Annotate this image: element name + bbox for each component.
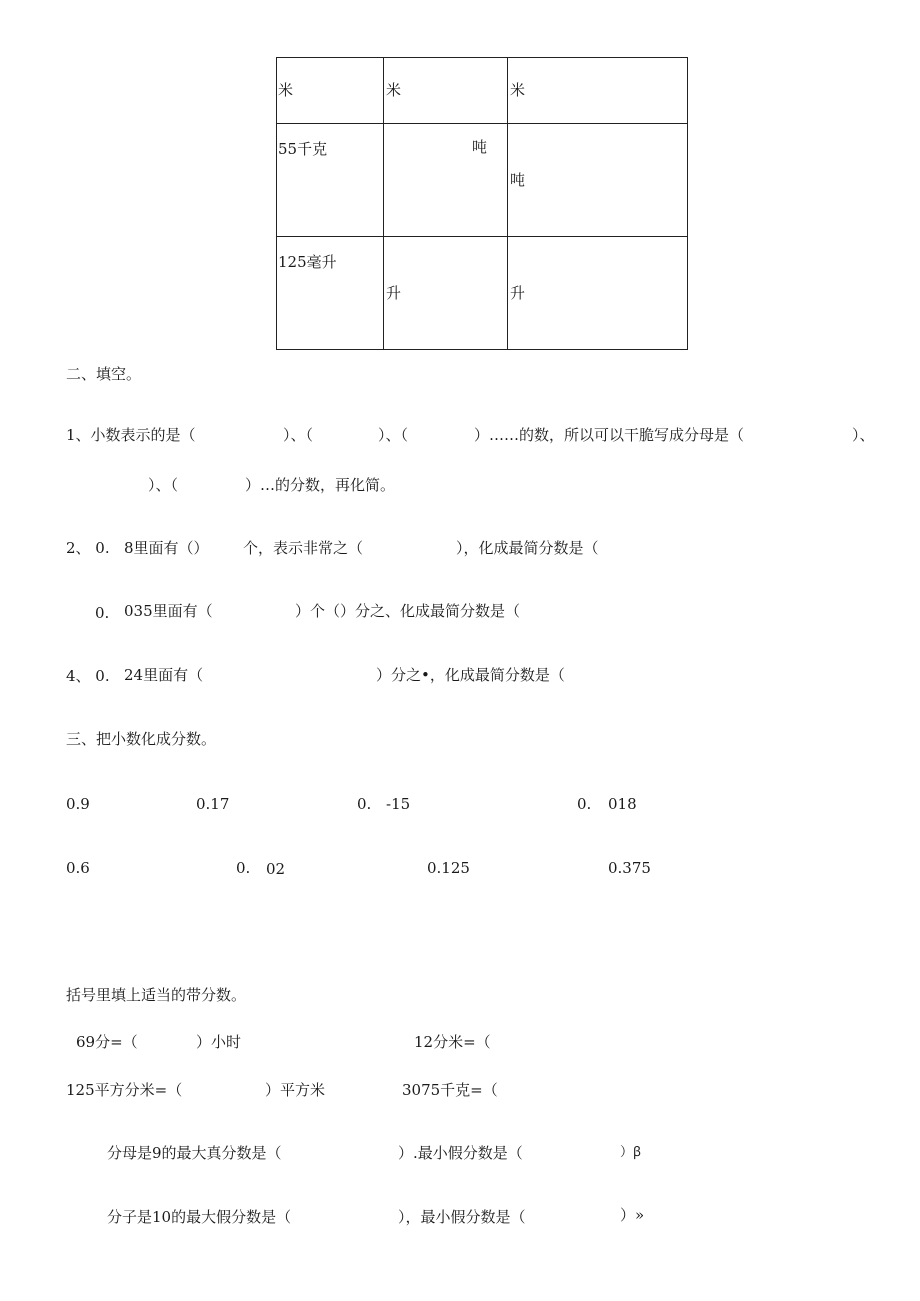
decimal-item: 02 [266,860,286,878]
question-text: 分母是9的最大真分数是（ [107,1144,282,1162]
table-border-top [276,57,688,58]
question-text: ）、（ [378,426,409,444]
decimal-item: 0. [236,859,251,877]
table-cell: 米 [278,81,294,99]
conversion-table [276,57,688,350]
question-text: 24里面有（ [124,666,204,684]
table-cell: 吨 [472,138,488,156]
table-row-divider [276,236,688,237]
question-text: ）分之•，化成最简分数是（ [376,666,565,684]
question-text: ）、（ [148,476,179,494]
table-col-divider [507,57,508,350]
table-col-divider [383,57,384,350]
decimal-item: -15 [386,795,411,813]
question-text: 个，表示非常之（ [243,539,364,557]
question-text: 69分=（ [76,1033,138,1051]
question-text: ），最小假分数是（ [398,1208,526,1226]
table-border-left [276,57,277,350]
decimal-item: 0.375 [608,859,651,877]
table-row-divider [276,123,688,124]
section-title: 三、把小数化成分数。 [66,730,217,748]
question-text: ）、（ [283,426,314,444]
section-title: 括号里填上适当的带分数。 [66,986,247,1004]
table-cell: 米 [510,81,526,99]
question-number: 2、 0. [66,539,110,557]
question-text: 分子是10的最大假分数是（ [107,1208,292,1226]
question-text: 3075千克=（ [402,1081,498,1099]
question-text: 035里面有（ [124,602,213,620]
question-text: ）.最小假分数是（ [398,1144,523,1162]
decimal-item: 0.9 [66,795,90,813]
table-cell: 吨 [510,171,526,189]
table-cell: 升 [386,284,402,302]
table-border-bottom [276,349,688,350]
question-text: 1、小数表示的是（ [66,426,196,444]
table-cell: 升 [510,284,526,302]
table-cell: 125毫升 [278,253,337,271]
question-text: ）、 [852,426,875,444]
question-text: ）小时 [196,1033,242,1051]
question-text: 8里面有（） [124,539,209,557]
table-cell: 55千克 [278,140,328,158]
question-text: ）» [620,1206,645,1224]
decimal-item: 0. [357,795,372,813]
decimal-item: 018 [608,795,637,813]
question-text: 125平方分米=（ [66,1081,183,1099]
question-text: ）…的分数，再化简。 [245,476,396,494]
question-number: 0. [95,604,110,622]
question-text: ）……的数，所以可以干脆写成分母是（ [474,426,745,444]
question-text: ），化成最简分数是（ [456,539,599,557]
question-text: ）个（）分之、化成最简分数是（ [295,602,521,620]
question-text: 12分米=（ [414,1033,491,1051]
table-border-right [687,57,688,350]
question-number: 4、 0. [66,667,110,685]
question-text: ）ꞵ [620,1145,642,1160]
question-text: ）平方米 [265,1081,326,1099]
decimal-item: 0.6 [66,859,90,877]
decimal-item: 0.17 [196,795,230,813]
decimal-item: 0. [577,795,592,813]
decimal-item: 0.125 [427,859,470,877]
table-cell: 米 [386,81,402,99]
section-title: 二、填空。 [66,365,142,383]
